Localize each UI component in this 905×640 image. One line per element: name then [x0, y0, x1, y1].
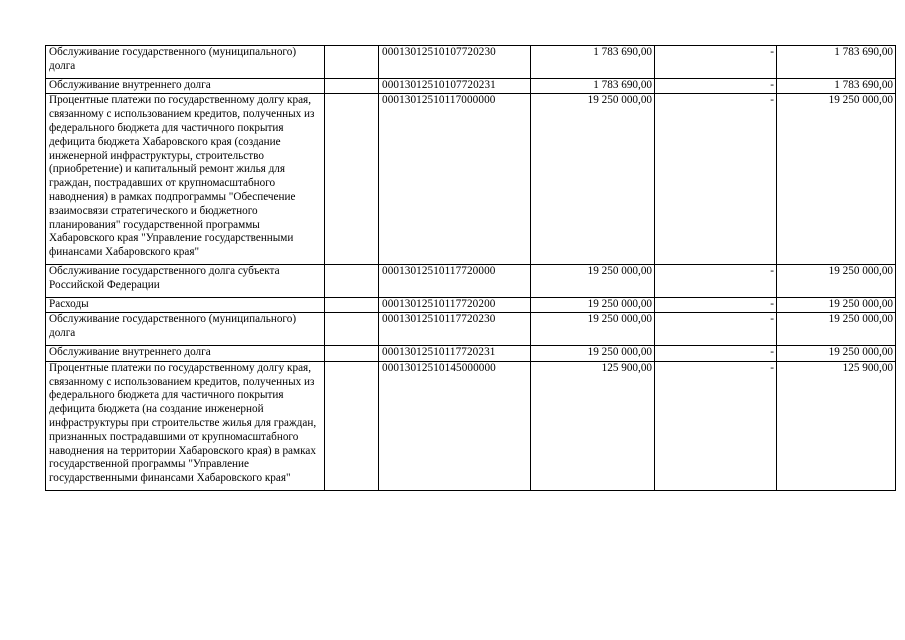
row-blank-cell: [325, 361, 379, 490]
row-blank-cell: [325, 94, 379, 265]
row-name: Обслуживание государственного долга субъекта Российской Федерации: [46, 264, 325, 297]
table-row: [46, 94, 896, 265]
row-total: 125 900,00: [777, 361, 896, 490]
row-total: 1 783 690,00: [777, 46, 896, 79]
row-total: 1 783 690,00: [777, 78, 896, 94]
row-change: -: [655, 313, 777, 346]
table-row: [46, 78, 896, 94]
row-blank-cell: [325, 313, 379, 346]
row-change: -: [655, 361, 777, 490]
row-amount: 1 783 690,00: [531, 78, 655, 94]
row-amount: 19 250 000,00: [531, 313, 655, 346]
row-total: 19 250 000,00: [777, 297, 896, 313]
row-amount: 19 250 000,00: [531, 94, 655, 265]
row-total: 19 250 000,00: [777, 345, 896, 361]
row-code: 00013012510117720000: [379, 264, 531, 297]
row-code: 00013012510117720200: [379, 297, 531, 313]
row-total: 19 250 000,00: [777, 264, 896, 297]
row-name: Обслуживание внутреннего долга: [46, 345, 325, 361]
row-change: -: [655, 46, 777, 79]
row-blank-cell: [325, 78, 379, 94]
row-code: 00013012510117000000: [379, 94, 531, 265]
table-row: [46, 46, 896, 79]
row-name: Расходы: [46, 297, 325, 313]
row-blank-cell: [325, 264, 379, 297]
row-name: Процентные платежи по государственному долгу края, связанному с использованием кредитов, полученных из федерального бюджета для частичного покрытия дефицита бюджета Хабаровского края (создание инженерной инфраструктуры, строительство (приобретение) и капитальный ремонт жилья для граждан, пострадавших от крупномасштабного наводнения) в рамках подпрограммы "Обеспечение взаимосвязи стратегического и бюджетного планирования" государственной программы Хабаровского края "Управление государственными финансами Хабаровского края": [46, 94, 325, 265]
row-code: 00013012510107720231: [379, 78, 531, 94]
table-row: [46, 297, 896, 313]
row-name: Обслуживание государственного (муниципального) долга: [46, 313, 325, 346]
budget-table: [45, 45, 896, 491]
row-blank-cell: [325, 297, 379, 313]
row-change: -: [655, 297, 777, 313]
row-code: 00013012510117720230: [379, 313, 531, 346]
row-name: Обслуживание внутреннего долга: [46, 78, 325, 94]
row-name: Обслуживание государственного (муниципального) долга: [46, 46, 325, 79]
row-amount: 19 250 000,00: [531, 264, 655, 297]
table-row: [46, 264, 896, 297]
row-code: 00013012510117720231: [379, 345, 531, 361]
row-change: -: [655, 345, 777, 361]
row-change: -: [655, 94, 777, 265]
row-total: 19 250 000,00: [777, 313, 896, 346]
row-amount: 125 900,00: [531, 361, 655, 490]
row-blank-cell: [325, 345, 379, 361]
row-amount: 19 250 000,00: [531, 345, 655, 361]
row-amount: 19 250 000,00: [531, 297, 655, 313]
row-change: -: [655, 264, 777, 297]
row-amount: 1 783 690,00: [531, 46, 655, 79]
table-row: [46, 345, 896, 361]
row-name: Процентные платежи по государственному долгу края, связанному с использованием кредитов, полученных из федерального бюджета для частичного покрытия дефицита бюджета (на создание инженерной инфраструктуры при строительстве жилья для граждан, признанных пострадавшими от крупномасштабного наводнения на территории Хабаровского края) в рамках государственной программы "Управление государственными финансами Хабаровского края": [46, 361, 325, 490]
row-code: 00013012510145000000: [379, 361, 531, 490]
row-total: 19 250 000,00: [777, 94, 896, 265]
row-blank-cell: [325, 46, 379, 79]
table-row: [46, 361, 896, 490]
table-row: [46, 313, 896, 346]
row-change: -: [655, 78, 777, 94]
row-code: 00013012510107720230: [379, 46, 531, 79]
